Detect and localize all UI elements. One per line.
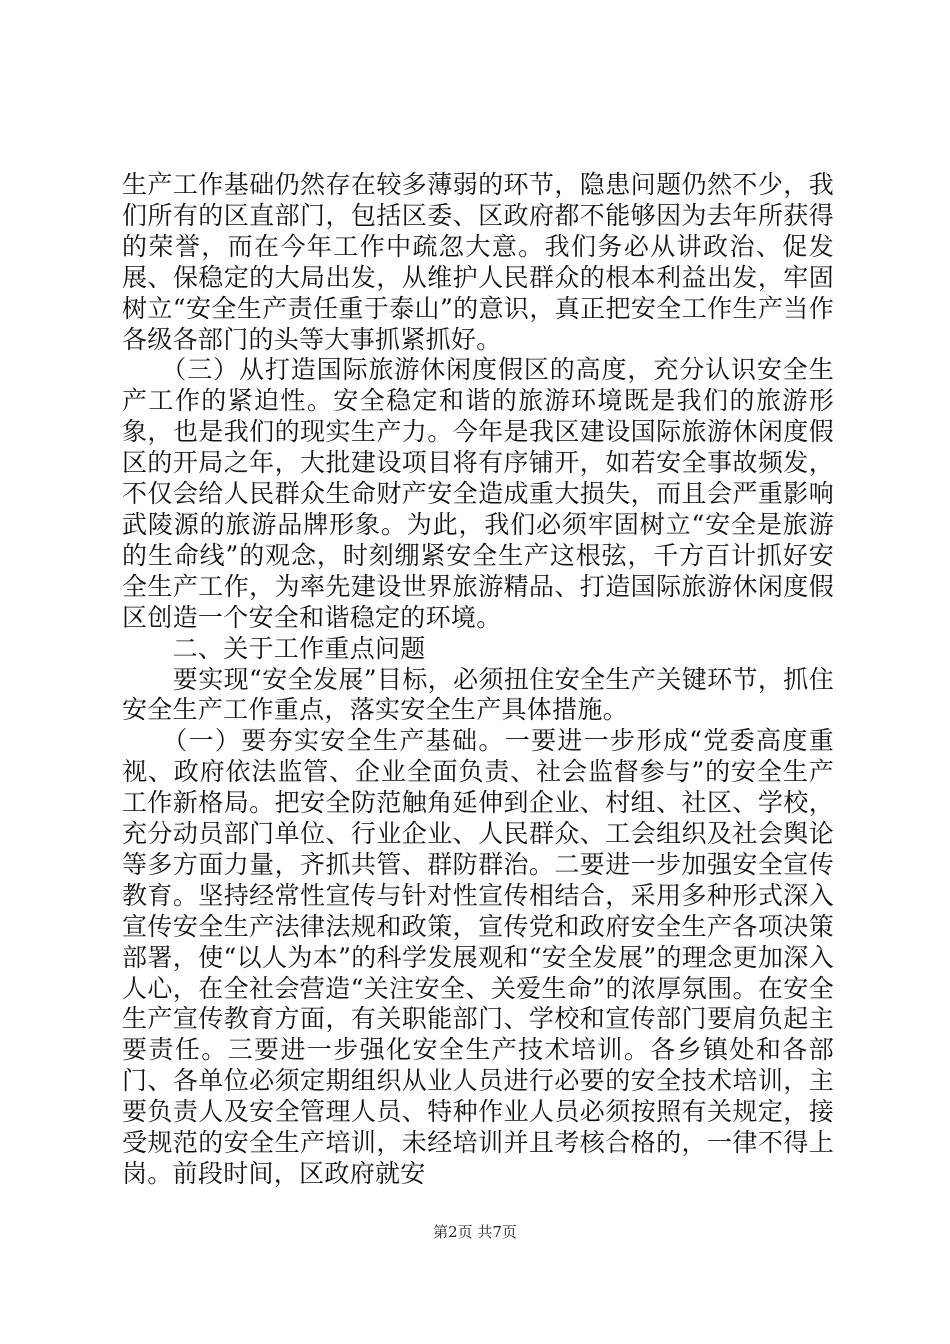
section-heading-two: 二、关于工作重点问题 bbox=[122, 633, 426, 663]
paragraph-section-one: （一）要夯实安全生产基础。一要进一步形成“党委高度重视、政府依法监管、企业全面负责、社会监督参与”的安全生产工作新格局。把安全防范触角延伸到企业、村组、社区、学校，充分动员部门单位、行业企业、人民群众、工会组织及社会舆论等多方面力量，齐抓共管、群防群治。二要进一步加强安全宣传教育。坚持经常性宣传与针对性宣传相结合，采用多种形式深入宣传安全生产法律法规和政策，宣传党和政府安全生产各项决策部署，使“以人为本”的科学发展观和“安全发展”的理念更加深入人心，在全社会营造“关注安全、关爱生命”的浓厚氛围。在安全生产宣传教育方面，有关职能部门、学校和宣传部门要肩负起主要责任。三要进一步强化安全生产技术培训。各乡镇处和各部门、各单位必须定期组织从业人员进行必要的安全技术培训，主要负责人及安全管理人员、特种作业人员必须按照有关规定，接受规范的安全生产培训，未经培训并且考核合格的，一律不得上岗。前段时间，区政府就安 bbox=[122, 726, 835, 1188]
paragraph-continuation: 生产工作基础仍然存在较多薄弱的环节，隐患问题仍然不少，我们所有的区直部门，包括区委、区政府都不能够因为去年所获得的荣誉，而在今年工作中疏忽大意。我们务必从讲政治、促发展、保稳定的大局出发，从维护人民群众的根本利益出发，牢固树立“安全生产责任重于泰山”的意识，真正把安全工作生产当作各级各部门的头等大事抓紧抓好。 bbox=[122, 170, 834, 354]
paragraph-intro: 要实现“安全发展”目标，必须扭住安全生产关键环节，抓住安全生产工作重点，落实安全生产具体措施。 bbox=[122, 664, 834, 725]
document-body bbox=[122, 170, 834, 1190]
page-number-footer: 第2页 共7页 bbox=[433, 1223, 517, 1241]
paragraph-section-three: （三）从打造国际旅游休闲度假区的高度，充分认识安全生产工作的紧迫性。安全稳定和谐的旅游环境既是我们的旅游形象，也是我们的现实生产力。今年是我区建设国际旅游休闲度假区的开局之年，大批建设项目将有序铺开，如若安全事故频发，不仅会给人民群众生命财产安全造成重大损失，而且会严重影响武陵源的旅游品牌形象。为此，我们必须牢固树立“安全是旅游的生命线”的观念，时刻绷紧安全生产这根弦，千方百计抓好安全生产工作，为率先建设世界旅游精品、打造国际旅游休闲度假区创造一个安全和谐稳定的环境。 bbox=[122, 355, 834, 632]
